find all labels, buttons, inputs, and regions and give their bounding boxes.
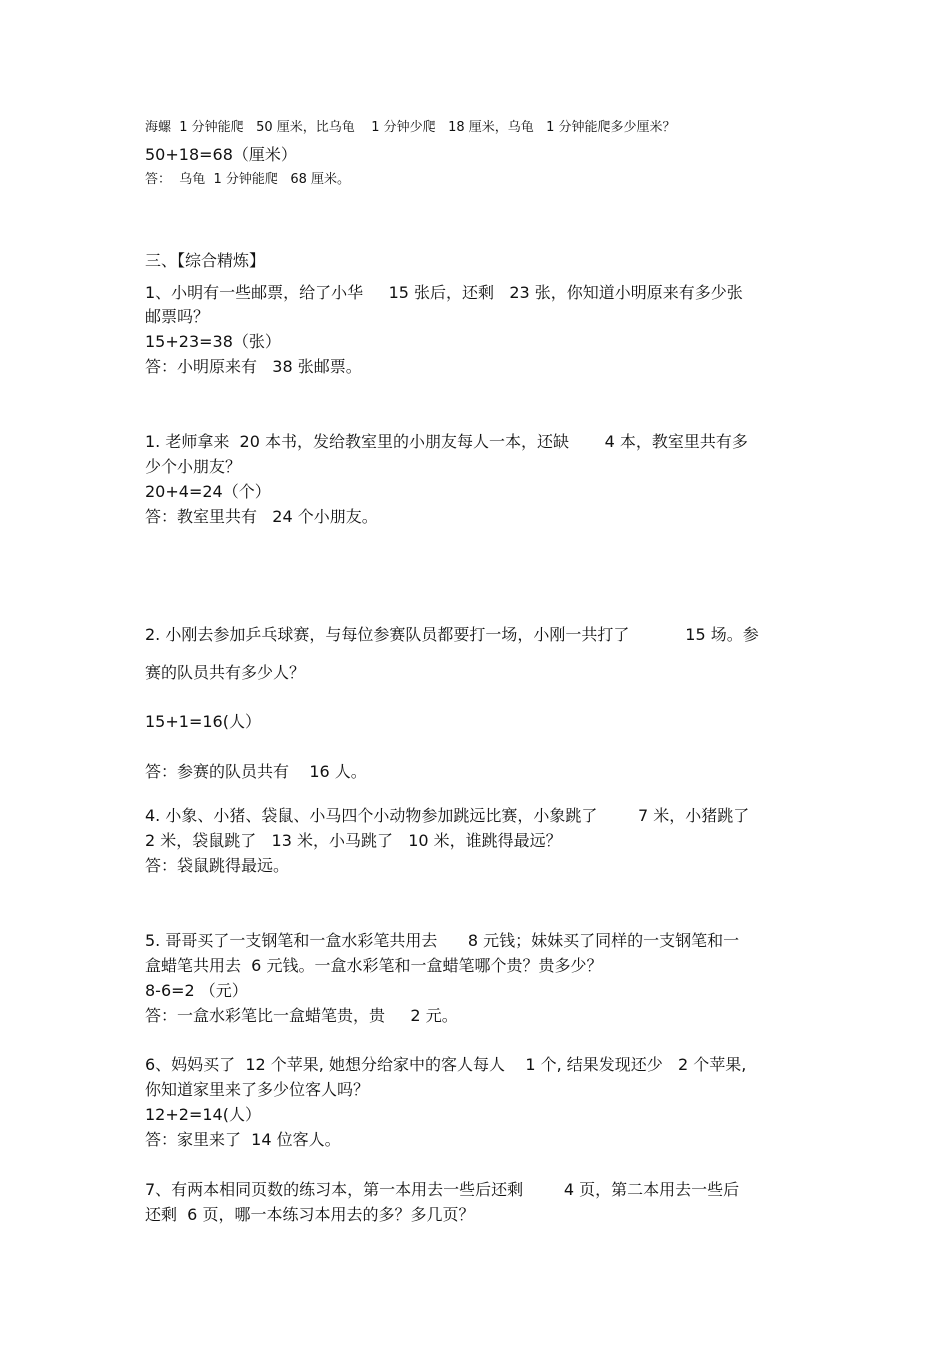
- problem-5-line-2: 盒蜡笔共用去 6 元钱。一盒水彩笔和一盒蜡笔哪个贵？贵多少？: [145, 956, 603, 975]
- problem-5-answer: 答：一盒水彩笔比一盒蜡笔贵，贵 2 元。: [145, 1006, 458, 1025]
- problem-2-line-1: 1. 老师拿来 20 本书，发给教室里的小朋友每人一本，还缺 4 本，教室里共有多: [145, 432, 748, 451]
- problem-3-answer: 答：参赛的队员共有 16 人。: [145, 762, 367, 781]
- problem-3-line-2: 赛的队员共有多少人？: [145, 663, 306, 682]
- problem-6-equation: 12+2=14(人）: [145, 1105, 261, 1124]
- problem-2-answer: 答：教室里共有 24 个小朋友。: [145, 507, 378, 526]
- section-title: 三、【综合精炼】: [145, 251, 266, 270]
- problem-6-line-2: 你知道家里来了多少位客人吗？: [145, 1080, 370, 1099]
- problem-7-line-2: 还剩 6 页，哪一本练习本用去的多？多几页？: [145, 1205, 475, 1224]
- problem-1-line-2: 邮票吗？: [145, 307, 210, 326]
- intro-equation: 50+18=68（厘米）: [145, 145, 297, 164]
- problem-3-equation: 15+1=16(人）: [145, 712, 261, 731]
- problem-1-line-1: 1、小明有一些邮票，给了小华 15 张后，还剩 23 张，你知道小明原来有多少张: [145, 283, 743, 302]
- problem-1-equation: 15+23=38（张）: [145, 332, 281, 351]
- problem-5-equation: 8-6=2 （元）: [145, 981, 248, 1000]
- problem-4-line-2: 2 米，袋鼠跳了 13 米，小马跳了 10 米，谁跳得最远？: [145, 831, 562, 850]
- intro-answer: 答： 乌龟 1 分钟能爬 68 厘米。: [145, 172, 351, 187]
- problem-2-line-2: 少个小朋友？: [145, 457, 242, 476]
- problem-1-answer: 答：小明原来有 38 张邮票。: [145, 357, 362, 376]
- problem-7-line-1: 7、有两本相同页数的练习本，第一本用去一些后还剩 4 页，第二本用去一些后: [145, 1180, 740, 1199]
- problem-6-answer: 答：家里来了 14 位客人。: [145, 1130, 341, 1149]
- problem-2-equation: 20+4=24（个）: [145, 482, 271, 501]
- problem-4-line-1: 4. 小象、小猪、袋鼠、小马四个小动物参加跳远比赛，小象跳了 7 米，小猪跳了: [145, 806, 750, 825]
- problem-6-line-1: 6、妈妈买了 12 个苹果, 她想分给家中的客人每人 1 个, 结果发现还少 2 个苹果,: [145, 1055, 747, 1074]
- problem-4-answer: 答：袋鼠跳得最远。: [145, 856, 290, 875]
- problem-3-line-1: 2. 小刚去参加乒乓球赛，与每位参赛队员都要打一场，小刚一共打了 15 场。参: [145, 625, 759, 644]
- intro-question: 海螺 1 分钟能爬 50 厘米，比乌龟 1 分钟少爬 18 厘米，乌龟 1 分钟能爬多少厘米？: [145, 120, 676, 135]
- problem-5-line-1: 5. 哥哥买了一支钢笔和一盒水彩笔共用去 8 元钱；妹妹买了同样的一支钢笔和一: [145, 931, 740, 950]
